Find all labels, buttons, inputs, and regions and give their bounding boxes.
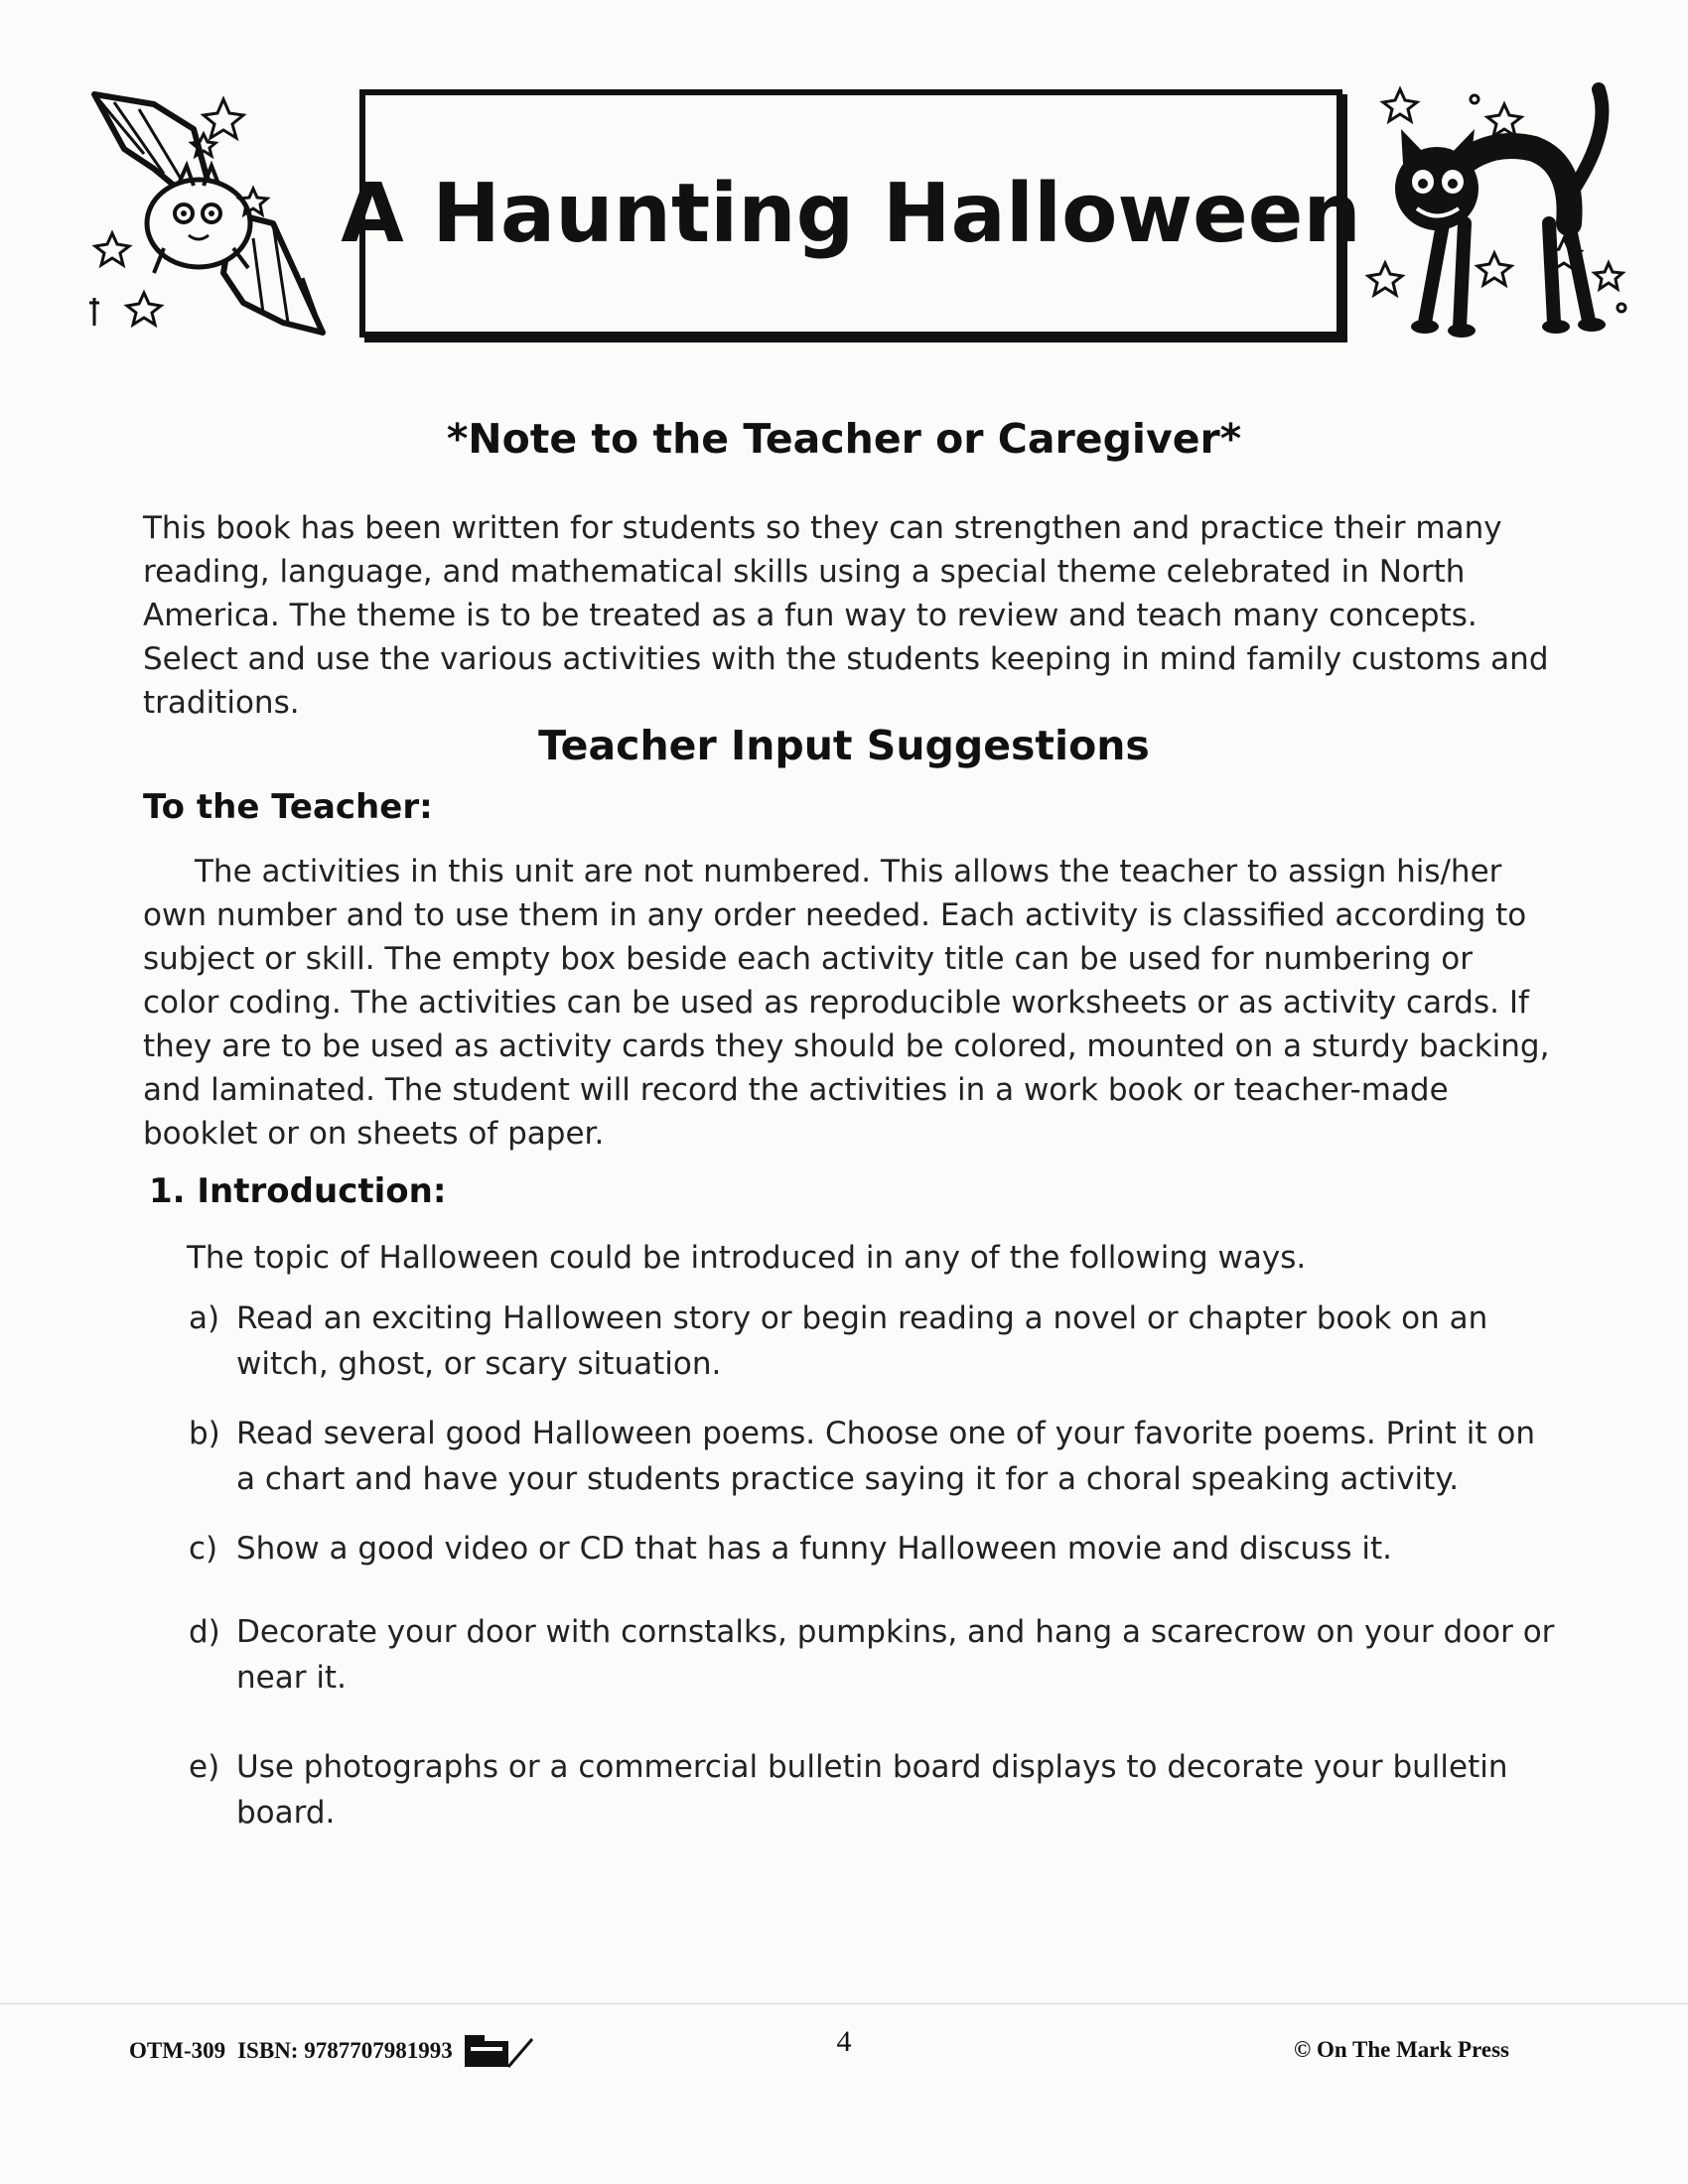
introduction-heading: 1. Introduction: [149,1171,447,1211]
list-marker: c) [189,1531,218,1567]
list-item [189,1526,1559,1571]
list-marker: a) [189,1300,220,1336]
note-heading: *Note to the Teacher or Caregiver* [446,415,1242,463]
list-marker: d) [189,1614,220,1650]
list-item [189,1609,1559,1701]
introduction-lead: The topic of Halloween could be introduced in any of the following ways. [187,1240,1307,1276]
page-title: A Haunting Halloween [341,166,1361,261]
list-marker: b) [189,1416,220,1451]
list-item [189,1411,1559,1502]
list-item-text: Read several good Halloween poems. Choose one of your favorite poems. Print it on a chart and have your students practice saying it for a choral speaking activity. [236,1416,1535,1497]
list-marker: e) [189,1749,220,1785]
footer-divider [0,2003,1688,2004]
publisher-credit: © On The Mark Press [1294,2037,1509,2062]
list-item-text: Show a good video or CD that has a funny Halloween movie and discuss it. [236,1531,1392,1567]
list-item-text: Decorate your door with cornstalks, pumpkins, and hang a scarecrow on your door or near it. [236,1614,1555,1696]
suggestions-heading: Teacher Input Suggestions [538,722,1150,769]
product-code: OTM-309 [129,2038,226,2063]
list-item [189,1296,1559,1387]
title-box [341,89,1361,338]
introduction-list [189,1296,1559,1836]
page-number: 4 [836,2025,852,2058]
list-item-text: Use photographs or a commercial bulletin board displays to decorate your bulletin board. [236,1749,1508,1831]
to-teacher-heading: To the Teacher: [143,787,433,827]
list-item-text: Read an exciting Halloween story or begin reading a novel or chapter book on an witch, ghost, or scary situation. [236,1300,1488,1382]
black-cat-with-stars-icon [1365,74,1633,352]
note-paragraph: This book has been written for students so they can strengthen and practice their many reading, language, and mathematical skills using a special theme celebrated in North America. The theme is to be treated as a fun way to review and teach many concepts. Select and use the various activities with the students keeping in mind family customs and traditions. [143,510,1549,721]
to-teacher-paragraph: The activities in this unit are not numbered. This allows the teacher to assign his/her own number and to use them in any order needed. Each activity is classified according to subject or skill. The empty box beside each activity title can be used for numbering or color coding. The activities can be used as reproducible worksheets or as activity cards. If they are to be used as activity cards they should be colored, mounted on a sturdy backing, and laminated. The student will record the activities in a work book or teacher-made booklet or on sheets of paper. [143,854,1550,1152]
list-item [189,1744,1559,1836]
bat-with-stars-icon [84,74,352,352]
isbn: ISBN: 9787707981993 [237,2038,453,2063]
